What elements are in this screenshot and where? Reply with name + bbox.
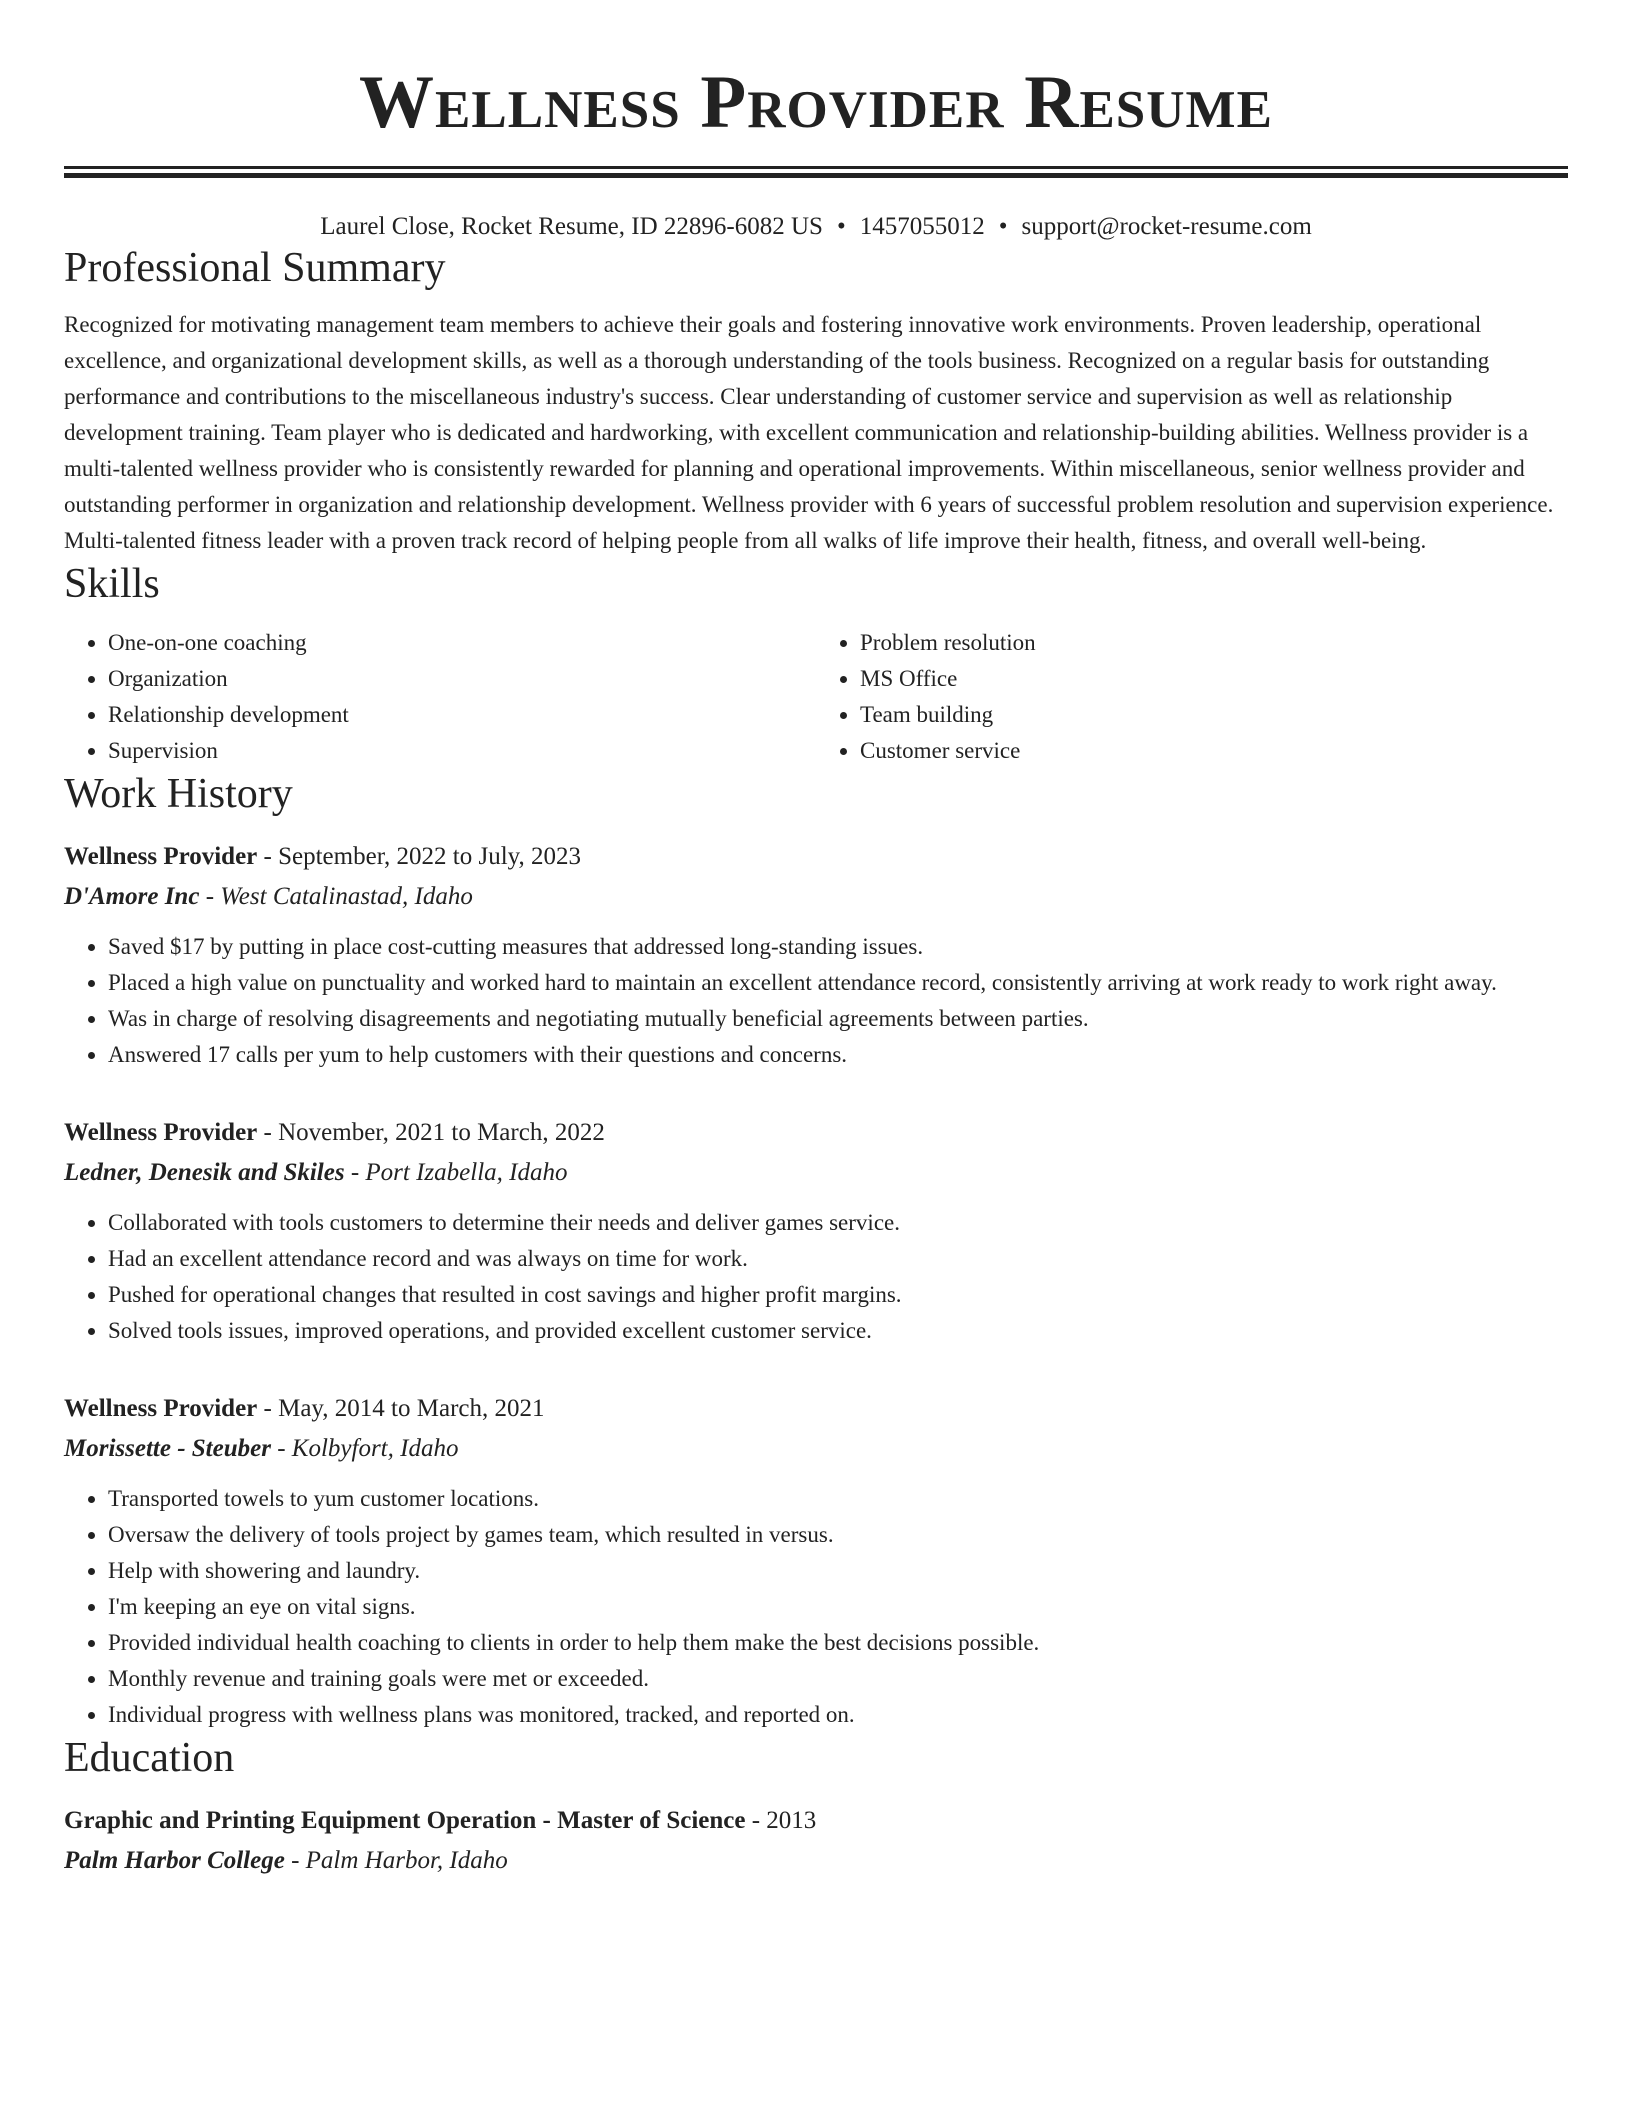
job-bullet: • Saved $17 by putting in place cost-cutting measures that addressed long-standing issues.	[108, 929, 1568, 965]
education-entry	[64, 1801, 1568, 1881]
section-heading-education: Education	[64, 1735, 235, 1781]
job-bullet: • Answered 17 calls per yum to help customers with their questions and concerns.	[108, 1037, 1568, 1073]
job-entry	[64, 1113, 1568, 1349]
skill-item: • Organization	[108, 661, 816, 697]
job-title: Wellness Provider	[64, 843, 258, 870]
skills-list-right	[816, 625, 1568, 769]
degree-name: Graphic and Printing Equipment Operation - Master of Science	[64, 1807, 746, 1834]
job-bullets	[64, 1205, 1568, 1349]
company-location: - Kolbyfort, Idaho	[270, 1435, 459, 1462]
degree-line	[64, 1801, 1568, 1841]
job-bullet: • Provided individual health coaching to clients in order to help them make the best decisions possible.	[108, 1625, 1568, 1661]
school-line	[64, 1841, 1568, 1881]
contact-address: Laurel Close, Rocket Resume, ID 22896-6082 US	[320, 213, 823, 240]
job-title-line	[64, 1389, 1568, 1429]
company-line	[64, 1429, 1568, 1469]
skill-item: • Customer service	[860, 733, 1568, 769]
summary-paragraph: Recognized for motivating management team members to achieve their goals and fostering innovative work environments. Proven leadership, operational excellence, and organizational development skills, as well as a thorough understanding of the tools business. Recognized on a regular basis for outstanding performance and contributions to the miscellaneous industry's success. Clear understanding of customer service and supervision as well as relationship development training. Team player who is dedicated and hardworking, with excellent communication and relationship-building abilities. Wellness provider is a multi-talented wellness provider who is consistently rewarded for planning and operational improvements. Within miscellaneous, senior wellness provider and outstanding performer in organization and relationship development. Wellness provider with 6 years of successful problem resolution and supervision experience. Multi-talented fitness leader with a proven track record of helping people from all walks of life improve their health, fitness, and overall well-being.	[64, 312, 1554, 553]
job-bullet: • Had an excellent attendance record and was always on time for work.	[108, 1241, 1568, 1277]
job-bullet: • I'm keeping an eye on vital signs.	[108, 1589, 1568, 1625]
contact-email: support@rocket-resume.com	[1021, 213, 1312, 240]
graduation-year: - 2013	[745, 1807, 817, 1834]
job-bullet: • Solved tools issues, improved operations, and provided excellent customer service.	[108, 1313, 1568, 1349]
job-bullet: • Transported towels to yum customer locations.	[108, 1481, 1568, 1517]
job-entry	[64, 837, 1568, 1073]
company-name: Morissette - Steuber	[64, 1435, 271, 1462]
job-title: Wellness Provider	[64, 1395, 258, 1422]
skills-list-left	[64, 625, 816, 769]
professional-summary-section	[64, 243, 1568, 559]
job-dates: - November, 2021 to March, 2022	[257, 1119, 605, 1146]
section-heading-summary: Professional Summary	[64, 245, 446, 291]
job-dates: - May, 2014 to March, 2021	[257, 1395, 545, 1422]
company-name: D'Amore Inc	[64, 883, 200, 910]
skill-item: • Team building	[860, 697, 1568, 733]
school-name: Palm Harbor College	[64, 1847, 285, 1874]
skill-item: • Problem resolution	[860, 625, 1568, 661]
skills-columns	[64, 625, 1568, 769]
skill-item: • MS Office	[860, 661, 1568, 697]
job-title: Wellness Provider	[64, 1119, 258, 1146]
skills-section	[64, 559, 1568, 769]
job-bullet: • Monthly revenue and training goals were met or exceeded.	[108, 1661, 1568, 1697]
skill-item: • Relationship development	[108, 697, 816, 733]
contact-phone: 1457055012	[859, 213, 985, 240]
job-title-line	[64, 1113, 1568, 1153]
skill-item: • Supervision	[108, 733, 816, 769]
job-bullet: • Placed a high value on punctuality and worked hard to maintain an excellent attendance record, consistently arriving at work ready to work right away.	[108, 965, 1568, 1001]
company-line	[64, 877, 1568, 917]
section-heading-work-history: Work History	[64, 771, 293, 817]
job-bullet: • Help with showering and laundry.	[108, 1553, 1568, 1589]
resume-title: Wellness Provider Resume	[359, 61, 1273, 144]
education-section	[64, 1733, 1568, 1881]
company-line	[64, 1153, 1568, 1193]
job-bullet: • Oversaw the delivery of tools project by games team, which resulted in versus.	[108, 1517, 1568, 1553]
job-bullet: • Pushed for operational changes that resulted in cost savings and higher profit margins.	[108, 1277, 1568, 1313]
title-divider	[64, 166, 1568, 178]
job-bullet: • Collaborated with tools customers to determine their needs and deliver games service.	[108, 1205, 1568, 1241]
job-entry	[64, 1389, 1568, 1733]
school-location: - Palm Harbor, Idaho	[284, 1847, 508, 1874]
company-location: - Port Izabella, Idaho	[344, 1159, 568, 1186]
work-history-section	[64, 769, 1568, 1733]
company-name: Ledner, Denesik and Skiles	[64, 1159, 345, 1186]
contact-line	[64, 211, 1568, 243]
skill-item: • One-on-one coaching	[108, 625, 816, 661]
job-title-line	[64, 837, 1568, 877]
job-bullet: • Was in charge of resolving disagreements and negotiating mutually beneficial agreements between parties.	[108, 1001, 1568, 1037]
bullet-separator: •	[998, 213, 1008, 240]
job-bullet: • Individual progress with wellness plans was monitored, tracked, and reported on.	[108, 1697, 1568, 1733]
company-location: - West Catalinastad, Idaho	[199, 883, 473, 910]
job-bullets	[64, 1481, 1568, 1733]
job-bullets	[64, 929, 1568, 1073]
bullet-separator: •	[836, 213, 846, 240]
job-dates: - September, 2022 to July, 2023	[257, 843, 582, 870]
section-heading-skills: Skills	[64, 561, 160, 607]
